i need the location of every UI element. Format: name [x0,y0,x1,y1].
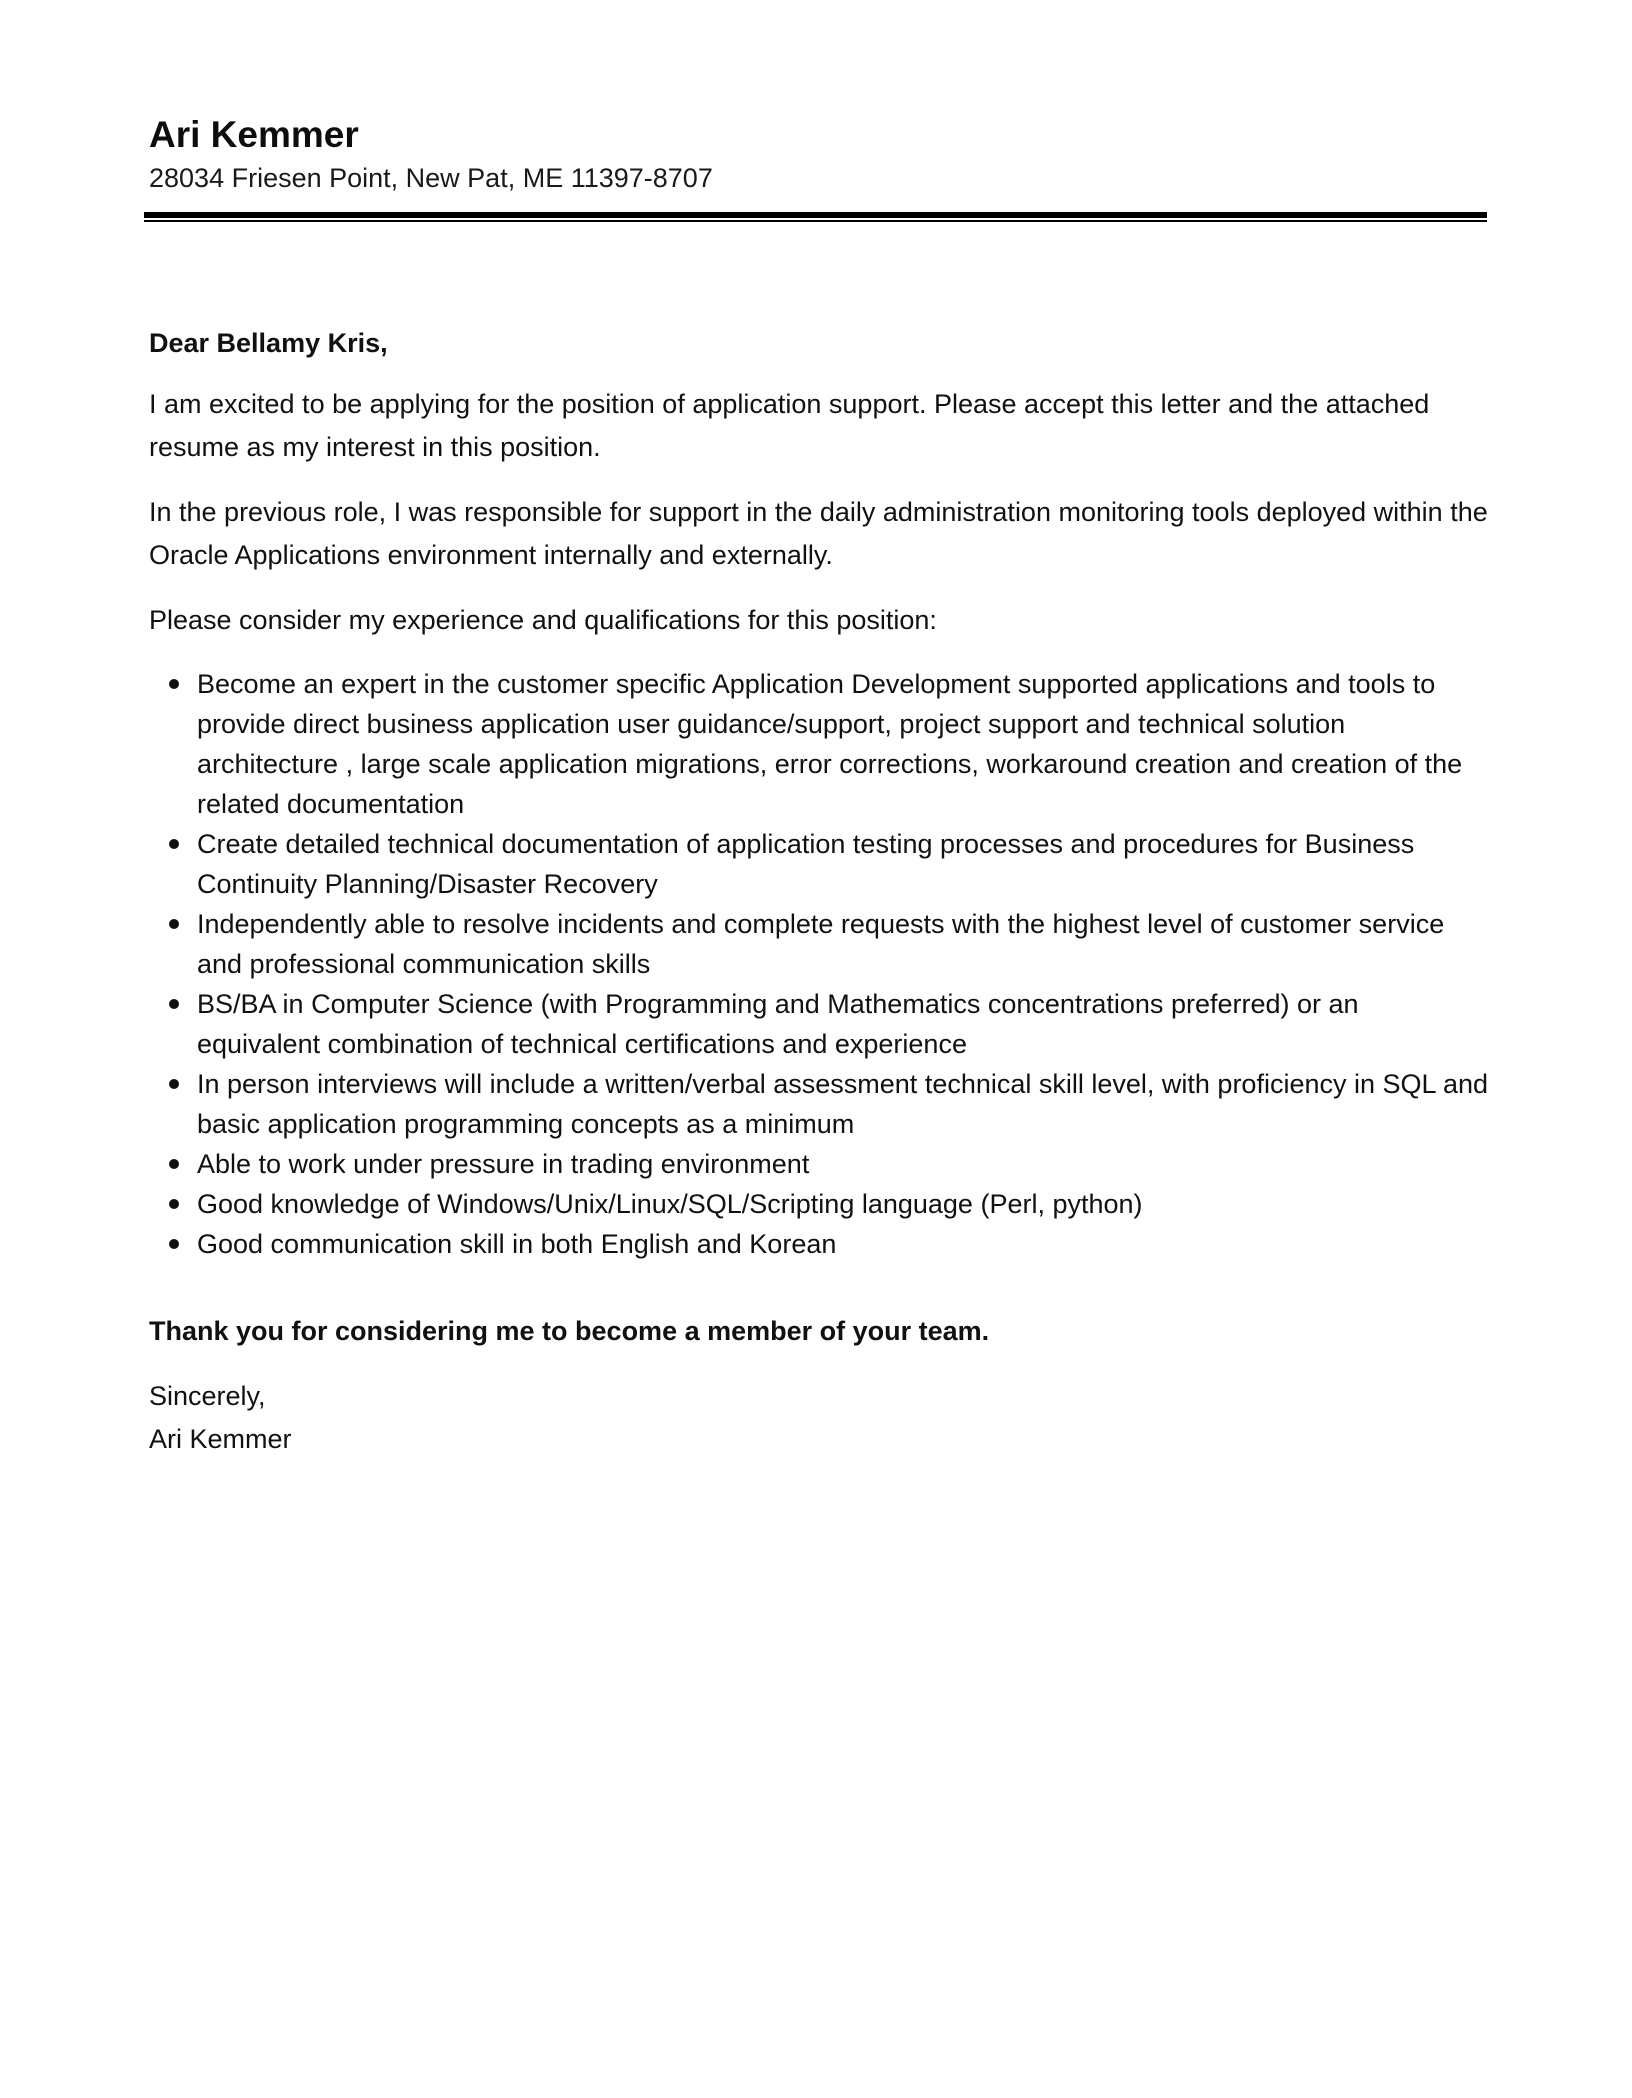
sender-name: Ari Kemmer [149,114,359,155]
list-item [149,1064,1489,1144]
signature-name: Ari Kemmer [149,1424,292,1454]
list-item-text: Able to work under pressure in trading environment [197,1149,810,1179]
bullet-icon [169,1239,179,1249]
list-item-text: BS/BA in Computer Science (with Programming and Mathematics concentrations preferred) or an equivalent combination of technical certifications and experience [197,989,1359,1059]
bullet-icon [169,1199,179,1209]
list-item-text: Become an expert in the customer specific Application Development supported applications and tools to provide direct business application user guidance/support, project support and technical solution architecture , large scale application migrations, error corrections, workaround creation and creation of the related documentation [197,669,1463,819]
list-item [149,984,1489,1064]
header-divider [144,212,1487,222]
list-item-text: Independently able to resolve incidents and complete requests with the highest level of customer service and professional communication skills [197,909,1445,979]
letter-header [149,112,1489,196]
list-item-text: Good communication skill in both English and Korean [197,1229,837,1259]
letter-body [149,322,1489,1461]
list-item [149,904,1489,984]
bullet-icon [169,1159,179,1169]
list-item-text: Create detailed technical documentation of application testing processes and procedures for Business Continuity Planning/Disaster Recovery [197,829,1415,899]
sign-off: Sincerely, [149,1381,266,1411]
list-item [149,664,1489,824]
bullet-icon [169,839,179,849]
greeting: Dear Bellamy Kris, [149,328,388,358]
list-item [149,1224,1489,1264]
list-item [149,1184,1489,1224]
sender-address: 28034 Friesen Point, New Pat, ME 11397-8707 [149,163,713,193]
bullet-icon [169,919,179,929]
list-item [149,1144,1489,1184]
bullet-icon [169,999,179,1009]
paragraph-intro: I am excited to be applying for the position of application support. Please accept this letter and the attached resume as my interest in this position. [149,389,1430,462]
qualifications-list [149,664,1489,1264]
paragraph-experience: In the previous role, I was responsible for support in the daily administration monitoring tools deployed within the Oracle Applications environment internally and externally. [149,497,1488,570]
paragraph-qualifications-lead: Please consider my experience and qualifications for this position: [149,605,937,635]
bullet-icon [169,679,179,689]
bullet-icon [169,1079,179,1089]
list-item-text: In person interviews will include a written/verbal assessment technical skill level, with proficiency in SQL and basic application programming concepts as a minimum [197,1069,1489,1139]
list-item-text: Good knowledge of Windows/Unix/Linux/SQL/Scripting language (Perl, python) [197,1189,1143,1219]
closing-statement: Thank you for considering me to become a member of your team. [149,1316,990,1346]
list-item [149,824,1489,904]
